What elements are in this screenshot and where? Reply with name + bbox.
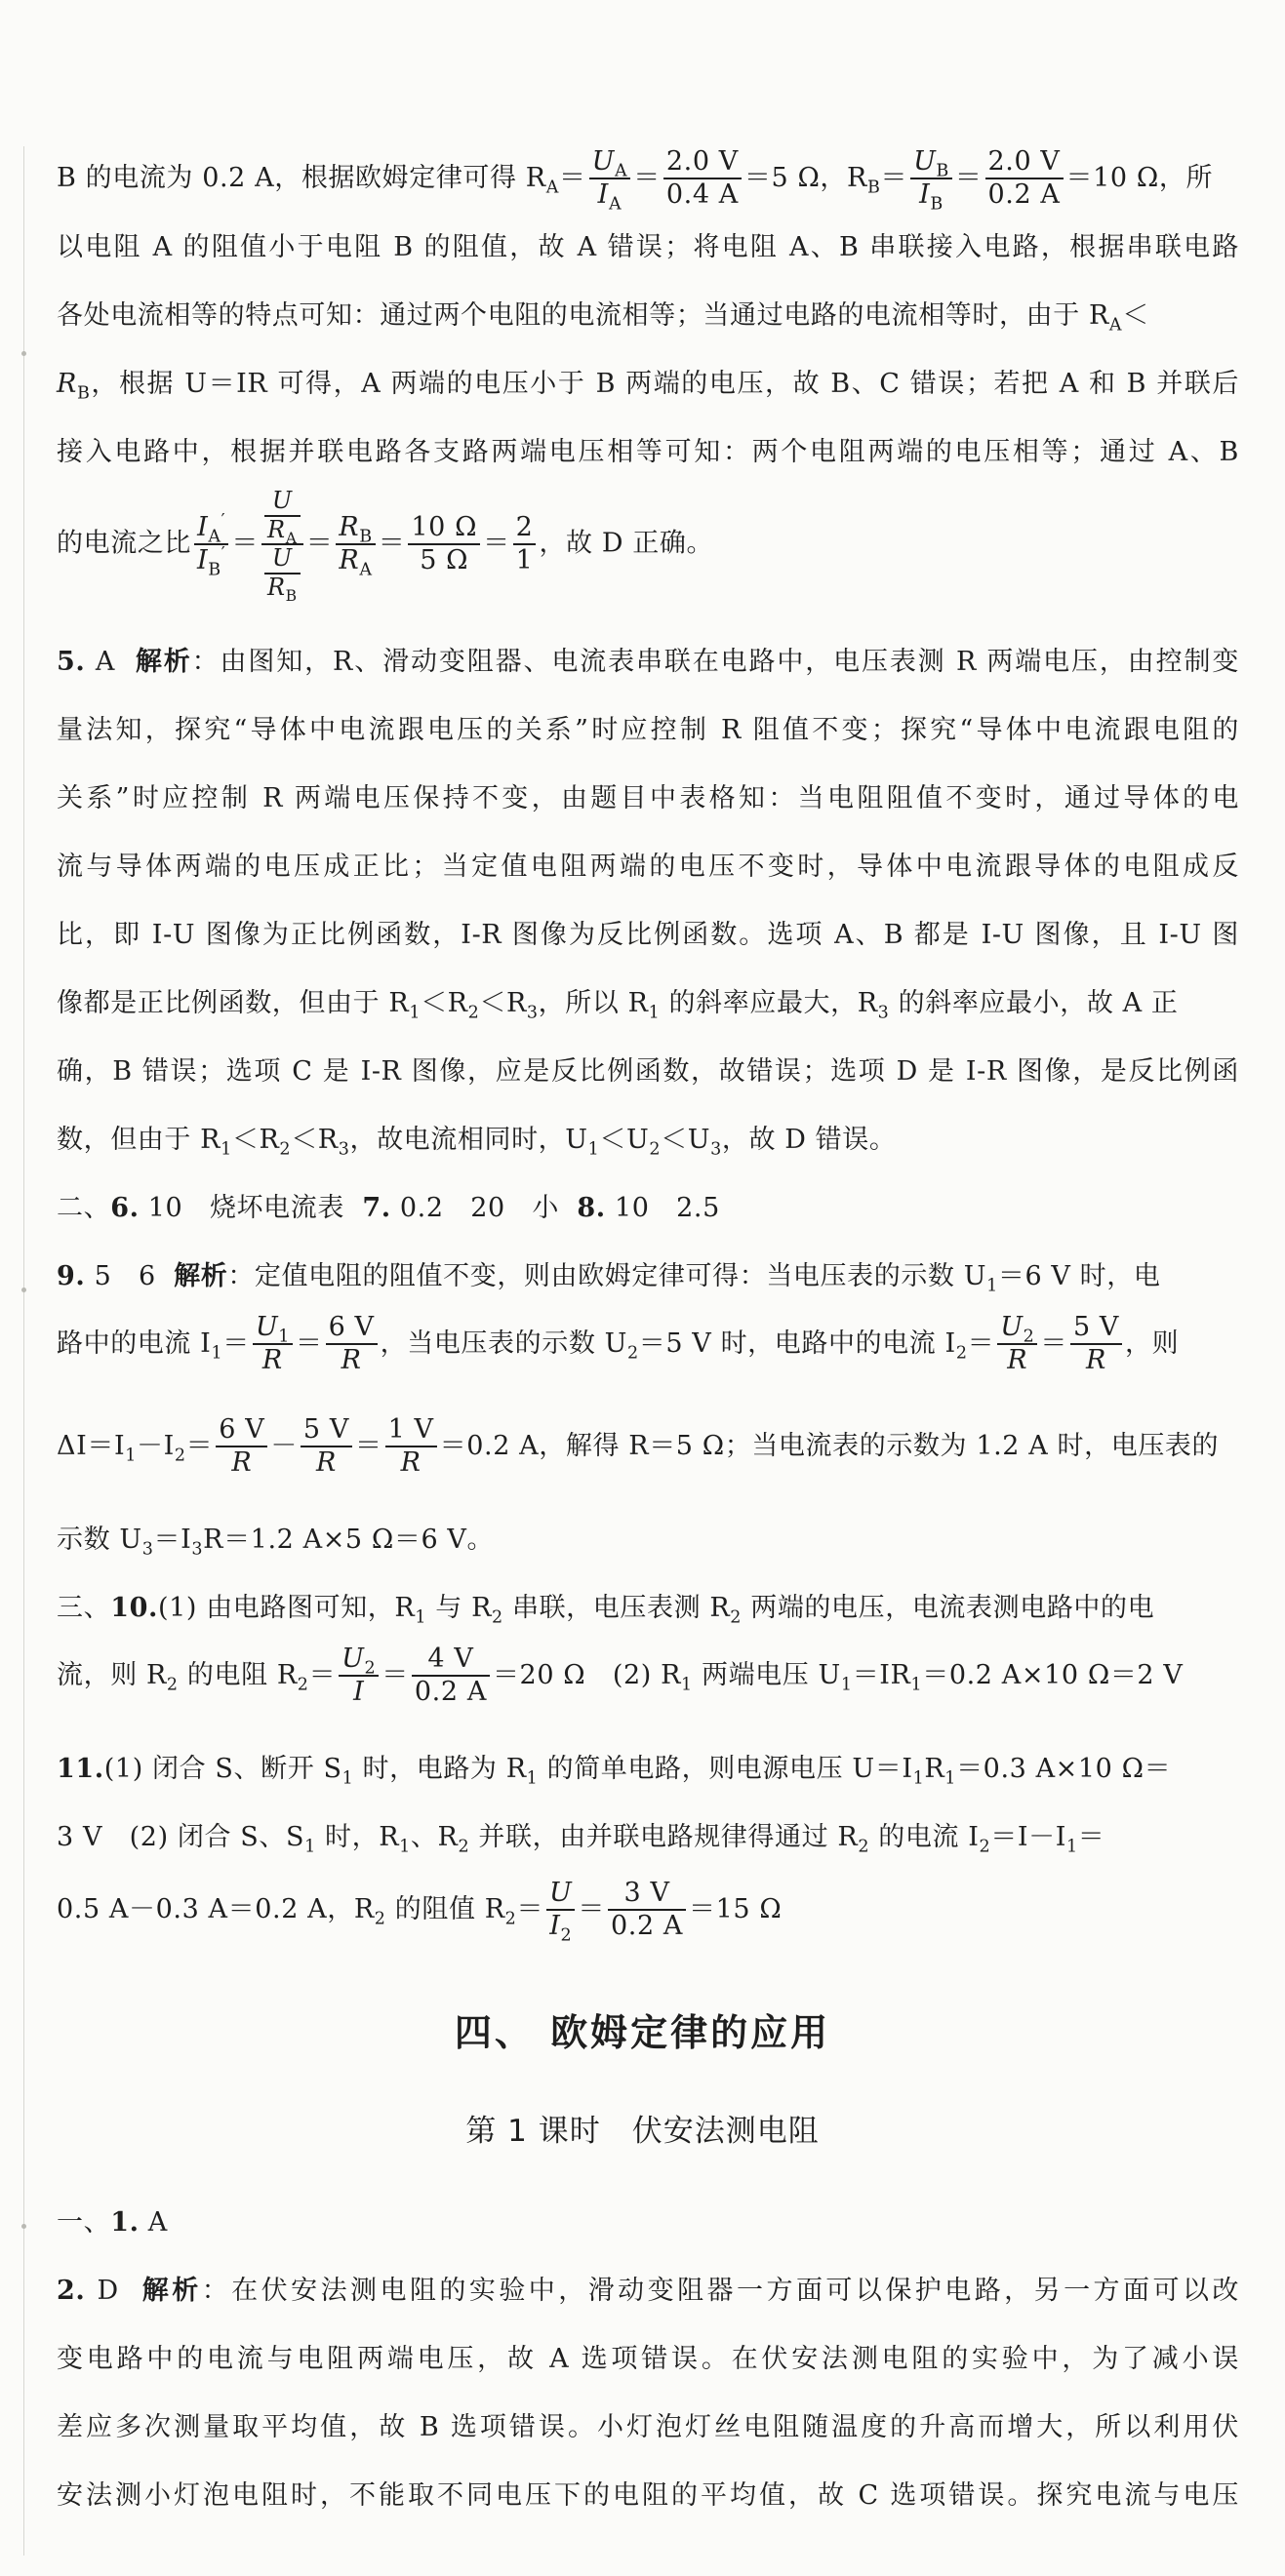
q9-line-2: 路中的电流 $I_1=$ $\frac{U_1}{R}$ ＝ $\frac{6 V}{R}$ ，当电压表的示数 $U_2=5$ V 时，电路中的电流 $I_2=$ $\frac{U_2}{R}$ ＝ $\frac{5 V}{R}$ ，则 [57,1312,1180,1376]
fraction-1v-r: $\frac{1 V}{R}$ [385,1414,437,1480]
margin-rule [23,146,24,2556]
fraction-current-ratio: $\frac{I_A'}{I_B'}$ [194,512,228,577]
q2-line-4: 安法测小灯泡电阻时，不能取不同电压下的电阻的平均值，故 C 选项错误。探究电流与电压 [57,2480,1239,2511]
fraction-two-one: $\frac{2}{1}$ [513,512,537,577]
margin-dot [21,351,26,356]
fraction-u2-i: $\frac{U_2}{I}$ [339,1644,379,1709]
q11-line-1: 11.(1) 闭合 S、断开 $S_1$ 时，电路为 $R_1$ 的简单电路，则电源电压 $U=I_1R_1=0.3$ A×10 Ω＝ [57,1754,1172,1789]
q5-line-1: 5. A 解析：由图知，R、滑动变阻器、电流表串联在电路中，电压表测 R 两端电压，由控制变 [57,647,1239,677]
fraction-6v-r: $\frac{6 V}{R}$ [326,1312,378,1377]
fraction-ub-ib: $\frac{U_B}{I_B}$ [910,146,952,212]
fraction-rb-ra: $\frac{R_B}{R_A}$ [336,512,375,577]
q5-line-4: 流与导体两端的电压成正比；当定值电阻两端的电压不变时，导体中电流跟导体的电阻成反 [57,852,1239,882]
q11-line-3: 0.5 A－0.3 A＝0.2 A，$R_2$ 的阻值 $R_2=$ $\frac{U}{I_2}$ ＝ $\frac{3 V}{0.2 A}$ ＝15 Ω [57,1878,783,1946]
q5-line-7: 确，B 错误；选项 C 是 I-R 图像，应是反比例函数，故错误；选项 D 是 I-R 图像，是反比例函 [57,1056,1239,1087]
q4-explanation-line-1: B 的电流为 0.2 A，根据欧姆定律可得 $R_A=$ $\frac{U_A}{I_A}$ ＝ $\frac{2.0 V}{0.4 A}$ ＝5 Ω，$R_B=$ $\frac{U_B}{I_B}$ ＝ $\frac{2.0 V}{0.2 A}$ ＝10 Ω，所 [57,146,1214,215]
q4-explanation-line-2: 以电阻 A 的阻值小于电阻 B 的阻值，故 A 错误；将电阻 A、B 串联接入电路，根据串联电路 [57,232,1239,262]
fraction-3v-02a: $\frac{3 V}{0.2 A}$ [608,1878,686,1943]
q4-explanation-line-3: 各处电流相等的特点可知：通过两个电阻的电流相等；当通过电路的电流相等时，由于 $R_A<$ [57,300,1149,336]
fraction-u1-r: $\frac{U_1}{R}$ [253,1312,293,1377]
margin-dot [21,2224,26,2229]
fraction-6v-r-b: $\frac{6 V}{R}$ [216,1414,267,1480]
q5-line-2: 量法知，探究“导体中电流跟电压的关系”时应控制 R 阻值不变；探究“导体中电流跟电阻的 [57,715,1239,745]
q9-line-4: 示数 $U_3=I_3R=1.2$ A×5 Ω＝6 V。 [57,1525,495,1560]
section-heading: 四、 欧姆定律的应用 [454,2011,831,2054]
section-2-answers: 二、6. 10 烧坏电流表 7. 0.2 20 小 8. 10 2.5 [57,1193,720,1223]
fraction-4v-02a: $\frac{4 V}{0.2 A}$ [412,1644,490,1709]
q9-line-1: 9. 5 6 解析：定值电阻的阻值不变，则由欧姆定律可得：当电压表的示数 $U_1=6$ V 时，电 [57,1261,1161,1296]
fraction-ua-ia: $\frac{U_A}{I_A}$ [589,146,631,212]
fraction-u2-r: $\frac{U_2}{R}$ [997,1312,1037,1377]
q5-line-5: 比，即 I-U 图像为正比例函数，I-R 图像为反比例函数。选项 A、B 都是 I-U 图像，且 I-U 图 [57,920,1239,950]
q2-line-2: 变电路中的电流与电阻两端电压，故 A 选项错误。在伏安法测电阻的实验中，为了减小误 [57,2344,1239,2374]
q10-line-1: 三、10.(1) 由电路图可知，$R_1$ 与 $R_2$ 串联，电压表测 $R_2$ 两端的电压，电流表测电路中的电 [57,1593,1155,1628]
q10-line-2: 流，则 $R_2$ 的电阻 $R_2=$ $\frac{U_2}{I}$ ＝ $\frac{4 V}{0.2 A}$ ＝20 Ω (2) $R_1$ 两端电压 $U_1=IR_1=0.2$ A×10 Ω＝2 V [57,1644,1184,1708]
fraction-5v-r: $\frac{5 V}{R}$ [1070,1312,1122,1377]
margin-dot [21,1288,26,1292]
q2-line-1: 2. D 解析：在伏安法测电阻的实验中，滑动变阻器一方面可以保护电路，另一方面可以改 [57,2276,1240,2306]
section-4-q1: 一、1. A [57,2207,168,2238]
q5-line-6: 像都是正比例函数，但由于 $R_1<R_2<R_3$，所以 $R_1$ 的斜率应最大，$R_3$ 的斜率应最小，故 A 正 [57,988,1179,1023]
q5-line-8: 数，但由于 $R_1<R_2<R_3$，故电流相同时，$U_1<U_2<U_3$，故 D 错误。 [57,1125,897,1160]
q4-explanation-line-6: 的电流之比 $\frac{I_A'}{I_B'}$ ＝ $\frac{\frac{U}{R_A}}{\frac{U}{R_B}}$ ＝ $\frac{R_B}{R_A}$ ＝ $\frac{10 \Omega}{5 \Omega}$ ＝ $\frac{2}{1}$ ，故 D 正确。 [57,487,714,605]
lesson-subheading: 第 1 课时 伏安法测电阻 [465,2114,820,2149]
q2-line-3: 差应多次测量取平均值，故 B 选项错误。小灯泡灯丝电阻随温度的升高而增大，所以利用伏 [57,2412,1239,2442]
fraction-u-i2: $\frac{U}{I_2}$ [546,1878,575,1943]
fraction-value-b: $\frac{2.0 V}{0.2 A}$ [985,146,1064,212]
q4-explanation-line-5: 接入电路中，根据并联电路各支路两端电压相等可知：两个电阻两端的电压相等；通过 A、B [57,437,1239,467]
q4-explanation-line-4: $R_B$，根据 U＝IR 可得，A 两端的电压小于 B 两端的电压，故 B、C 错误；若把 A 和 B 并联后 [57,369,1239,404]
q5-line-3: 关系”时应控制 R 两端电压保持不变，由题目中表格知：当电阻阻值不变时，通过导体的电 [57,783,1239,813]
fraction-nested: $\frac{\frac{U}{R_A}}{\frac{U}{R_B}}$ [261,488,303,601]
q11-line-2: 3 V (2) 闭合 S、$S_1$ 时，$R_1$、$R_2$ 并联，由并联电路规律得通过 $R_2$ 的电流 $I_2=I-I_1=$ [57,1822,1105,1857]
fraction-5v-r-b: $\frac{5 V}{R}$ [301,1414,352,1480]
fraction-ohms: $\frac{10 \Omega}{5 \Omega}$ [408,512,480,577]
fraction-value-a: $\frac{2.0 V}{0.4 A}$ [663,146,742,212]
q9-line-3: $\Delta I=I_1-I_2=$ $\frac{6 V}{R}$ － $\frac{5 V}{R}$ ＝ $\frac{1 V}{R}$ ＝0.2 A，解得 R＝5 Ω；当电流表的示数为 1.2 A 时，电压表的 [57,1414,1220,1479]
